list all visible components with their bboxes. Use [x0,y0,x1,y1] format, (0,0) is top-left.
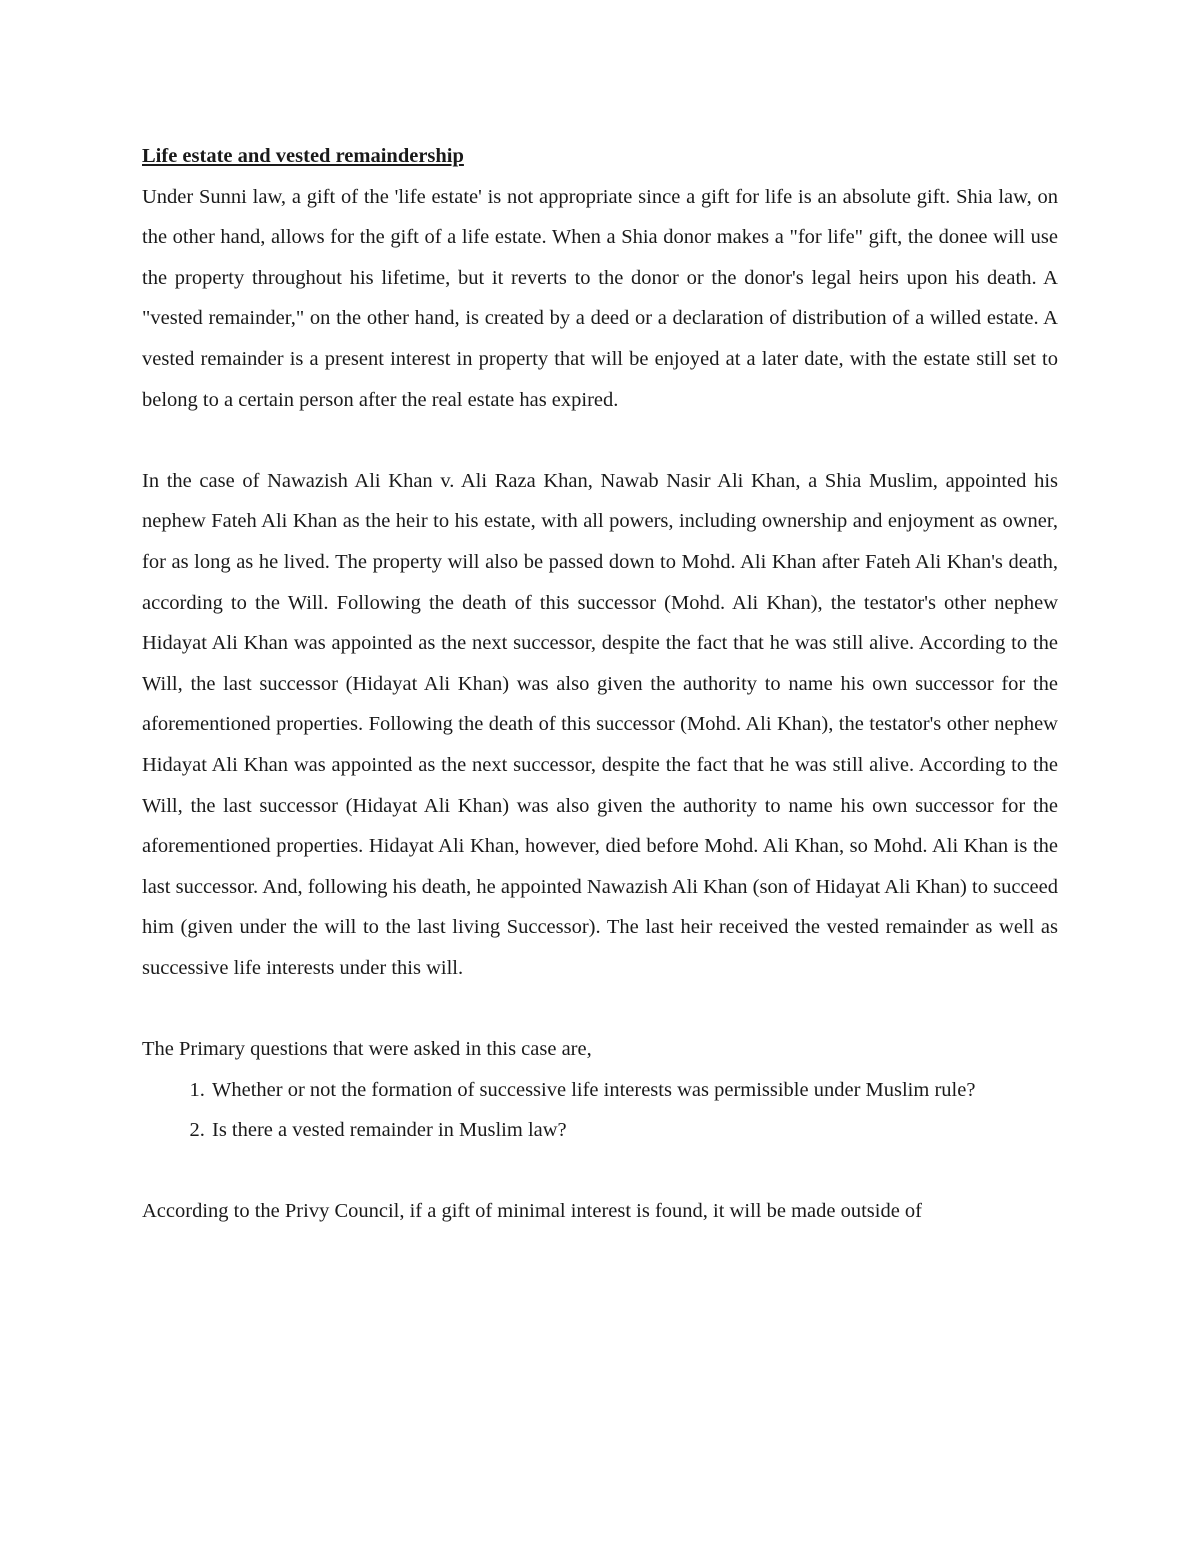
questions-intro: The Primary questions that were asked in this case are, [142,1038,592,1061]
paragraph-spacer [142,988,1058,1029]
question-item: 1. Whether or not the formation of successive life interests was permissible under Muslim rule? [210,1070,1058,1111]
paragraph-case-summary: In the case of Nawazish Ali Khan v. Ali Raza Khan, Nawab Nasir Ali Khan, a Shia Muslim, appointed his nephew Fateh Ali Khan as the heir to his estate, with all powers, including ownership and enjoyment as owner, for as long as he lived. The property will also be passed down to Mohd. Ali Khan after Fateh Ali Khan's death, according to the Will. Following the death of this successor (Mohd. Ali Khan), the testator's other nephew Hidayat Ali Khan was appointed as the next successor, despite the fact that he was still alive. According to the Will, the last successor (Hidayat Ali Khan) was also given the authority to name his own successor for the aforementioned properties. Following the death of this successor (Mohd. Ali Khan), the testator's other nephew Hidayat Ali Khan was appointed as the next successor, despite the fact that he was still alive. According to the Will, the last successor (Hidayat Ali Khan) was also given the authority to name his own successor for the aforementioned properties. Hidayat Ali Khan, however, died before Mohd. Ali Khan, so Mohd. Ali Khan is the last successor. And, following his death, he appointed Nawazish Ali Khan (son of Hidayat Ali Khan) to succeed him (given under the will to the last living Successor). The last heir received the vested remainder as well as successive life interests under this will. [142,469,1058,979]
section-heading: Life estate and vested remaindership [142,145,464,167]
questions-list [142,1070,1058,1151]
paragraph-life-estate: Under Sunni law, a gift of the 'life estate' is not appropriate since a gift for life is an absolute gift. Shia law, on the other hand, allows for the gift of a life estate. When a Shia donor makes a "for life" gift, the donee will use the property throughout his lifetime, but it reverts to the donor or the donor's legal heirs upon his death. A "vested remainder," on the other hand, is created by a deed or a declaration of distribution of a willed estate. A vested remainder is a present interest in property that will be enjoyed at a later date, with the estate still set to belong to a certain person after the real estate has expired. [142,185,1058,411]
paragraph-spacer [142,1151,1058,1192]
question-item: 2. Is there a vested remainder in Muslim law? [210,1110,1058,1151]
paragraph-spacer [142,420,1058,461]
document-page [142,136,1058,1232]
paragraph-privy-council: According to the Privy Council, if a gift of minimal interest is found, it will be made outside of [142,1200,923,1223]
